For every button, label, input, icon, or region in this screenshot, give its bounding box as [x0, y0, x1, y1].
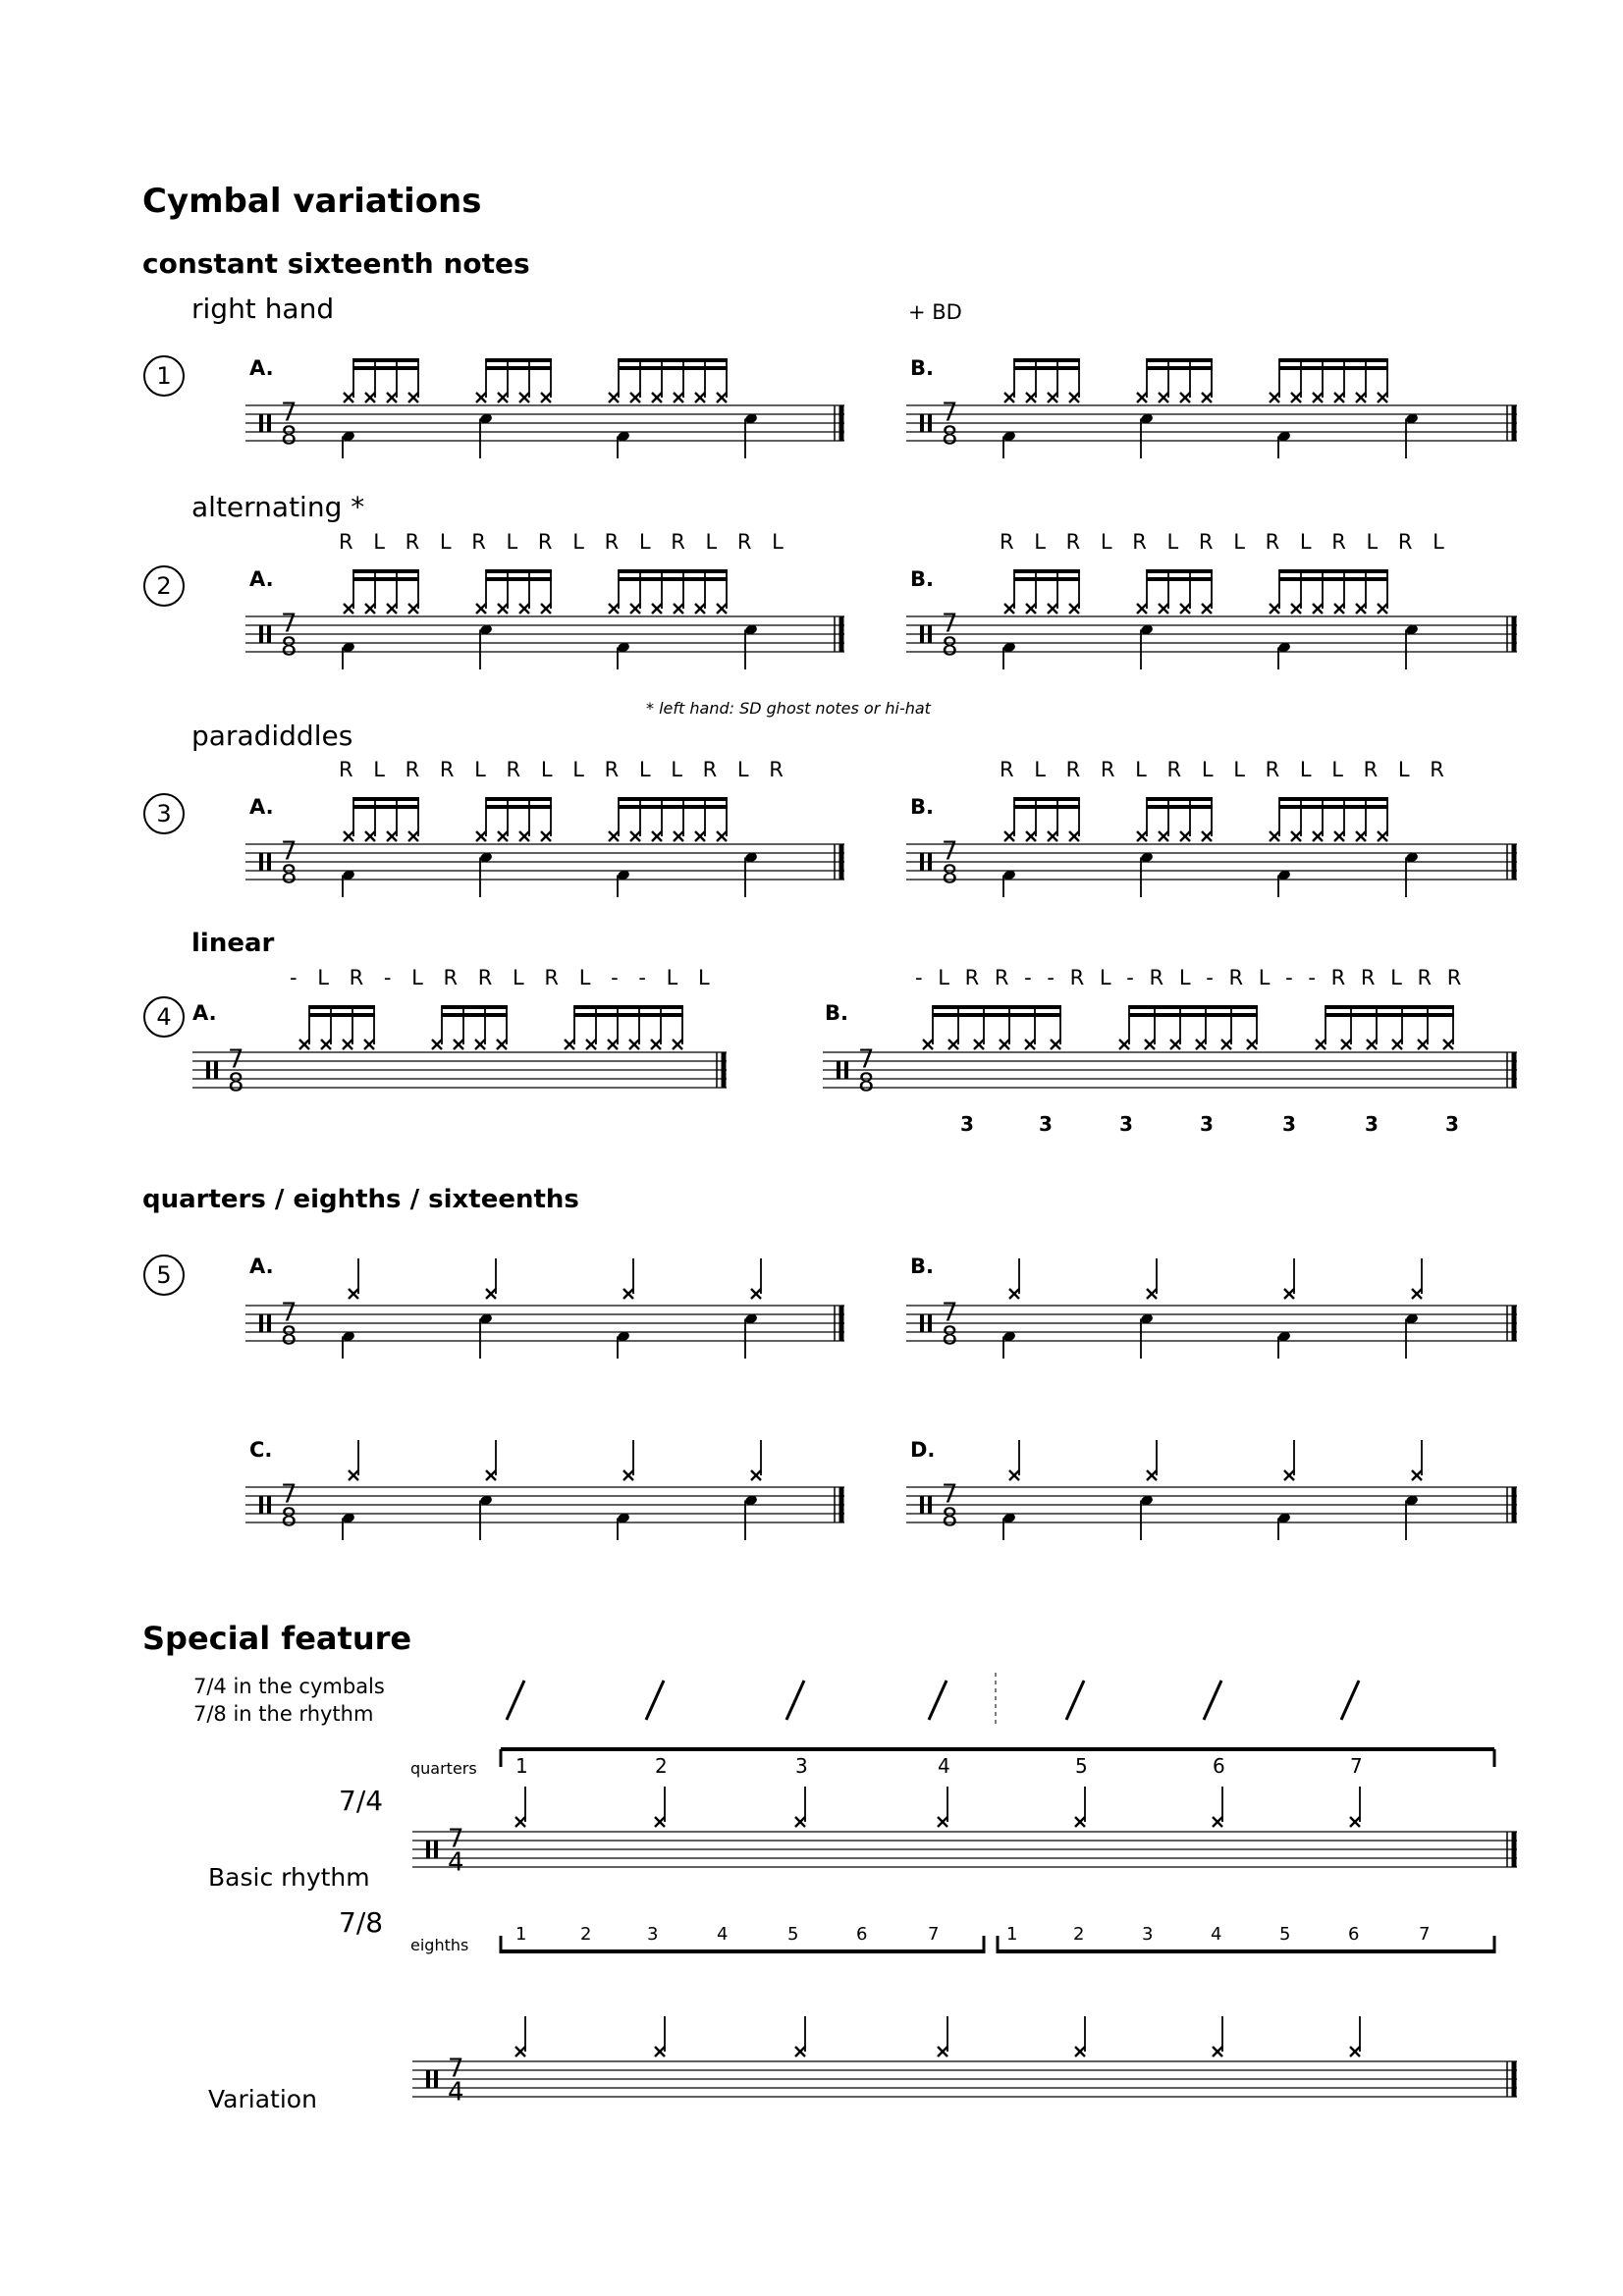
quarters-count: 4 — [938, 1754, 950, 1778]
staff-1b-clef — [928, 414, 932, 432]
staff-4a-clef — [206, 1061, 210, 1079]
sticking-4b: - L R R - - R L - R L - R L - - R R L R R — [915, 966, 1462, 989]
staff-2a-timesig-bottom: 8 — [281, 632, 298, 663]
staff-5c-timesig-top: 7 — [281, 1479, 298, 1510]
staff-1a-g2-beam — [619, 358, 728, 362]
staff-4b-g0-beam — [933, 1005, 1061, 1009]
staff-2b-g1-beam — [1147, 569, 1213, 573]
sticking-2a: R L R L R L R L R L R L R L — [339, 530, 784, 554]
staff-special-variation-clef — [434, 2070, 438, 2088]
letter-5b: B. — [910, 1255, 934, 1278]
sticking-3a: R L R R L R L L R L L R L R — [339, 758, 784, 781]
staff-4a-g2-beam — [574, 1005, 683, 1009]
letter-1b: B. — [910, 356, 934, 380]
staff-4a-g2-beam — [574, 1013, 683, 1017]
staff-2a-timesig-top: 7 — [281, 609, 298, 639]
letter-5a: A. — [249, 1255, 274, 1278]
staff-2a-g0-beam — [353, 569, 419, 573]
eighths-count: 1 — [1006, 1924, 1018, 1945]
special-cymbal-slash — [1066, 1681, 1084, 1720]
letter-4a: A. — [192, 1001, 217, 1025]
staff-2b-g0-beam — [1014, 577, 1080, 581]
staff-5a-timesig-top: 7 — [281, 1298, 298, 1328]
staff-4a-timesig-top: 7 — [228, 1044, 244, 1075]
footnote-ghost-notes: * left hand: SD ghost notes or hi-hat — [646, 699, 931, 718]
staff-3b-clef — [920, 853, 924, 871]
staff-3a-g2-beam — [619, 805, 728, 809]
staff-2b-g2-beam — [1279, 569, 1388, 573]
staff-2a-g1-beam — [486, 569, 552, 573]
staff-special-variation-clef — [426, 2070, 430, 2088]
eighths-label: eighths — [410, 1936, 469, 1954]
staff-4b-g1-beam — [1129, 1013, 1258, 1017]
variation-label: Variation — [208, 2085, 317, 2113]
staff-4a-g1-beam — [442, 1013, 508, 1017]
exercise-number-2: 2 — [143, 565, 185, 607]
staff-5b-timesig-top: 7 — [942, 1298, 958, 1328]
staff-2a-clef — [259, 625, 263, 643]
staff-2a-g0-beam — [353, 577, 419, 581]
staff-2b-timesig-bottom: 8 — [942, 632, 958, 663]
staff-5c-timesig-bottom: 8 — [281, 1503, 298, 1533]
staff-4a-g0-beam — [309, 1013, 375, 1017]
staff-5d-clef — [928, 1496, 932, 1514]
staff-3b-g2-beam — [1279, 797, 1388, 801]
triplet-number: 3 — [960, 1112, 974, 1136]
label-plus-bd: + BD — [908, 300, 962, 324]
eighths-count: 2 — [1073, 1924, 1085, 1945]
staff-3a-g1-beam — [486, 805, 552, 809]
staff-1a-timesig-top: 7 — [281, 398, 298, 428]
staff-1b-g0-beam — [1014, 366, 1080, 370]
letter-5c: C. — [249, 1438, 273, 1462]
staff-2b-g2-beam — [1279, 577, 1388, 581]
staff-1a-g1-beam — [486, 366, 552, 370]
quarters-count: 6 — [1213, 1754, 1225, 1778]
staff-5c-clef — [259, 1496, 263, 1514]
triplet-number: 3 — [1445, 1112, 1459, 1136]
staff-1a-timesig-bottom: 8 — [281, 421, 298, 452]
staff-special-basic-timesig-bottom: 4 — [448, 1847, 464, 1878]
staff-2b-clef — [928, 625, 932, 643]
staff-5a-clef — [267, 1314, 271, 1332]
sig-7-4-label: 7/4 — [339, 1785, 384, 1817]
eighths-count: 3 — [1142, 1924, 1154, 1945]
triplet-number: 3 — [1039, 1112, 1053, 1136]
special-cymbal-slash — [1341, 1681, 1359, 1720]
staff-5d-timesig-top: 7 — [942, 1479, 958, 1510]
staff-4b-g2-beam — [1325, 1013, 1454, 1017]
eighths-count: 5 — [1279, 1924, 1291, 1945]
letter-5d: D. — [910, 1438, 936, 1462]
staff-2a-g1-beam — [486, 577, 552, 581]
special-cymbal-slash — [1204, 1681, 1221, 1720]
sticking-2b: R L R L R L R L R L R L R L — [1000, 530, 1444, 554]
staff-4b-g2-beam — [1325, 1005, 1454, 1009]
staff-3b-clef — [928, 853, 932, 871]
sticking-4a: - L R - L R R L R L - - L L — [290, 966, 710, 989]
eighths-count: 6 — [856, 1924, 868, 1945]
staff-3b-g2-beam — [1279, 805, 1388, 809]
letter-2b: B. — [910, 567, 934, 591]
staff-1a-clef — [267, 414, 271, 432]
staff-2a-g2-beam — [619, 569, 728, 573]
staff-3b-g1-beam — [1147, 797, 1213, 801]
staff-1a-g0-beam — [353, 366, 419, 370]
eighths-count: 3 — [647, 1924, 659, 1945]
eighths-count: 6 — [1348, 1924, 1360, 1945]
staff-5a-clef — [259, 1314, 263, 1332]
section-heading-quarters: quarters / eighths / sixteenths — [142, 1185, 579, 1214]
staff-1b-g1-beam — [1147, 358, 1213, 362]
letter-1a: A. — [249, 356, 274, 380]
staff-1a-g1-beam — [486, 358, 552, 362]
special-heading: Special feature — [142, 1620, 412, 1657]
staff-3b-g0-beam — [1014, 805, 1080, 809]
staff-1b-g2-beam — [1279, 358, 1388, 362]
staff-3a-clef — [259, 853, 263, 871]
staff-2a-clef — [267, 625, 271, 643]
special-cymbal-slash — [646, 1681, 664, 1720]
staff-3a-g1-beam — [486, 797, 552, 801]
page-title: Cymbal variations — [142, 182, 482, 221]
staff-3b-g0-beam — [1014, 797, 1080, 801]
triplet-number: 3 — [1282, 1112, 1296, 1136]
eighths-count: 4 — [1211, 1924, 1222, 1945]
staff-1a-g0-beam — [353, 358, 419, 362]
staff-5b-clef — [928, 1314, 932, 1332]
staff-4a-timesig-bottom: 8 — [228, 1068, 244, 1098]
staff-special-variation-timesig-bottom: 4 — [448, 2077, 464, 2108]
triplet-number: 3 — [1365, 1112, 1379, 1136]
staff-1b-timesig-top: 7 — [942, 398, 958, 428]
staff-special-basic-clef — [434, 1841, 438, 1858]
eighths-count: 5 — [787, 1924, 799, 1945]
triplet-number: 3 — [1119, 1112, 1133, 1136]
staff-special-basic-clef — [426, 1841, 430, 1858]
staff-5b-timesig-bottom: 8 — [942, 1321, 958, 1352]
eighths-count: 2 — [580, 1924, 592, 1945]
eighths-count: 7 — [928, 1924, 940, 1945]
quarters-count: 5 — [1075, 1754, 1088, 1778]
staff-4b-clef — [837, 1061, 840, 1079]
quarters-label: quarters — [410, 1759, 477, 1778]
staff-1a-g2-beam — [619, 366, 728, 370]
quarters-count: 3 — [795, 1754, 808, 1778]
special-desc-1: 7/4 in the cymbals — [193, 1675, 385, 1698]
letter-2a: A. — [249, 567, 274, 591]
staff-2b-timesig-top: 7 — [942, 609, 958, 639]
label-alternating: alternating * — [191, 491, 365, 523]
staff-5b-clef — [920, 1314, 924, 1332]
staff-3b-g1-beam — [1147, 805, 1213, 809]
quarters-count: 7 — [1350, 1754, 1363, 1778]
staff-5d-clef — [920, 1496, 924, 1514]
quarters-count: 2 — [655, 1754, 668, 1778]
basic-rhythm-label: Basic rhythm — [208, 1863, 370, 1892]
letter-3b: B. — [910, 795, 934, 819]
exercise-number-4: 4 — [143, 996, 185, 1038]
triplet-number: 3 — [1200, 1112, 1214, 1136]
staff-4a-g1-beam — [442, 1005, 508, 1009]
staff-4b-g1-beam — [1129, 1005, 1258, 1009]
label-linear: linear — [191, 929, 275, 958]
staff-4a-g0-beam — [309, 1005, 375, 1009]
staff-1b-clef — [920, 414, 924, 432]
exercise-number-1: 1 — [143, 355, 185, 397]
staff-3a-clef — [267, 853, 271, 871]
special-cymbal-slash — [507, 1681, 524, 1720]
staff-special-basic-timesig-top: 7 — [448, 1824, 464, 1854]
label-paradiddles: paradiddles — [191, 720, 353, 752]
staff-5a-timesig-bottom: 8 — [281, 1321, 298, 1352]
eighths-count: 7 — [1419, 1924, 1431, 1945]
staff-2b-g0-beam — [1014, 569, 1080, 573]
eighths-count: 4 — [717, 1924, 729, 1945]
staff-3a-g2-beam — [619, 797, 728, 801]
letter-4b: B. — [825, 1001, 848, 1025]
staff-1a-clef — [259, 414, 263, 432]
exercise-number-3: 3 — [143, 793, 185, 834]
staff-3a-g0-beam — [353, 797, 419, 801]
staff-3b-timesig-bottom: 8 — [942, 860, 958, 890]
staff-1b-g0-beam — [1014, 358, 1080, 362]
staff-5c-clef — [267, 1496, 271, 1514]
staff-3a-timesig-top: 7 — [281, 836, 298, 867]
special-cymbal-slash — [929, 1681, 947, 1720]
sticking-3b: R L R R L R L L R L L R L R — [1000, 758, 1444, 781]
label-right-hand: right hand — [191, 293, 335, 325]
staff-3a-timesig-bottom: 8 — [281, 860, 298, 890]
staff-1b-timesig-bottom: 8 — [942, 421, 958, 452]
sig-7-8-label: 7/8 — [339, 1906, 384, 1939]
staff-4b-timesig-bottom: 8 — [858, 1068, 875, 1098]
staff-1b-g1-beam — [1147, 366, 1213, 370]
section-heading-sixteenths: constant sixteenth notes — [142, 247, 530, 280]
exercise-number-5: 5 — [143, 1255, 185, 1296]
staff-2b-clef — [920, 625, 924, 643]
staff-special-variation-timesig-top: 7 — [448, 2054, 464, 2084]
staff-5d-timesig-bottom: 8 — [942, 1503, 958, 1533]
staff-1b-g2-beam — [1279, 366, 1388, 370]
staff-4b-g0-beam — [933, 1013, 1061, 1017]
staff-4a-clef — [214, 1061, 218, 1079]
staff-4b-clef — [844, 1061, 848, 1079]
letter-3a: A. — [249, 795, 274, 819]
staff-2b-g1-beam — [1147, 577, 1213, 581]
special-desc-2: 7/8 in the rhythm — [193, 1702, 374, 1726]
quarters-count: 1 — [515, 1754, 528, 1778]
staff-4b-timesig-top: 7 — [858, 1044, 875, 1075]
special-cymbal-slash — [786, 1681, 804, 1720]
staff-2a-g2-beam — [619, 577, 728, 581]
staff-3a-g0-beam — [353, 805, 419, 809]
staff-3b-timesig-top: 7 — [942, 836, 958, 867]
eighths-count: 1 — [515, 1924, 527, 1945]
